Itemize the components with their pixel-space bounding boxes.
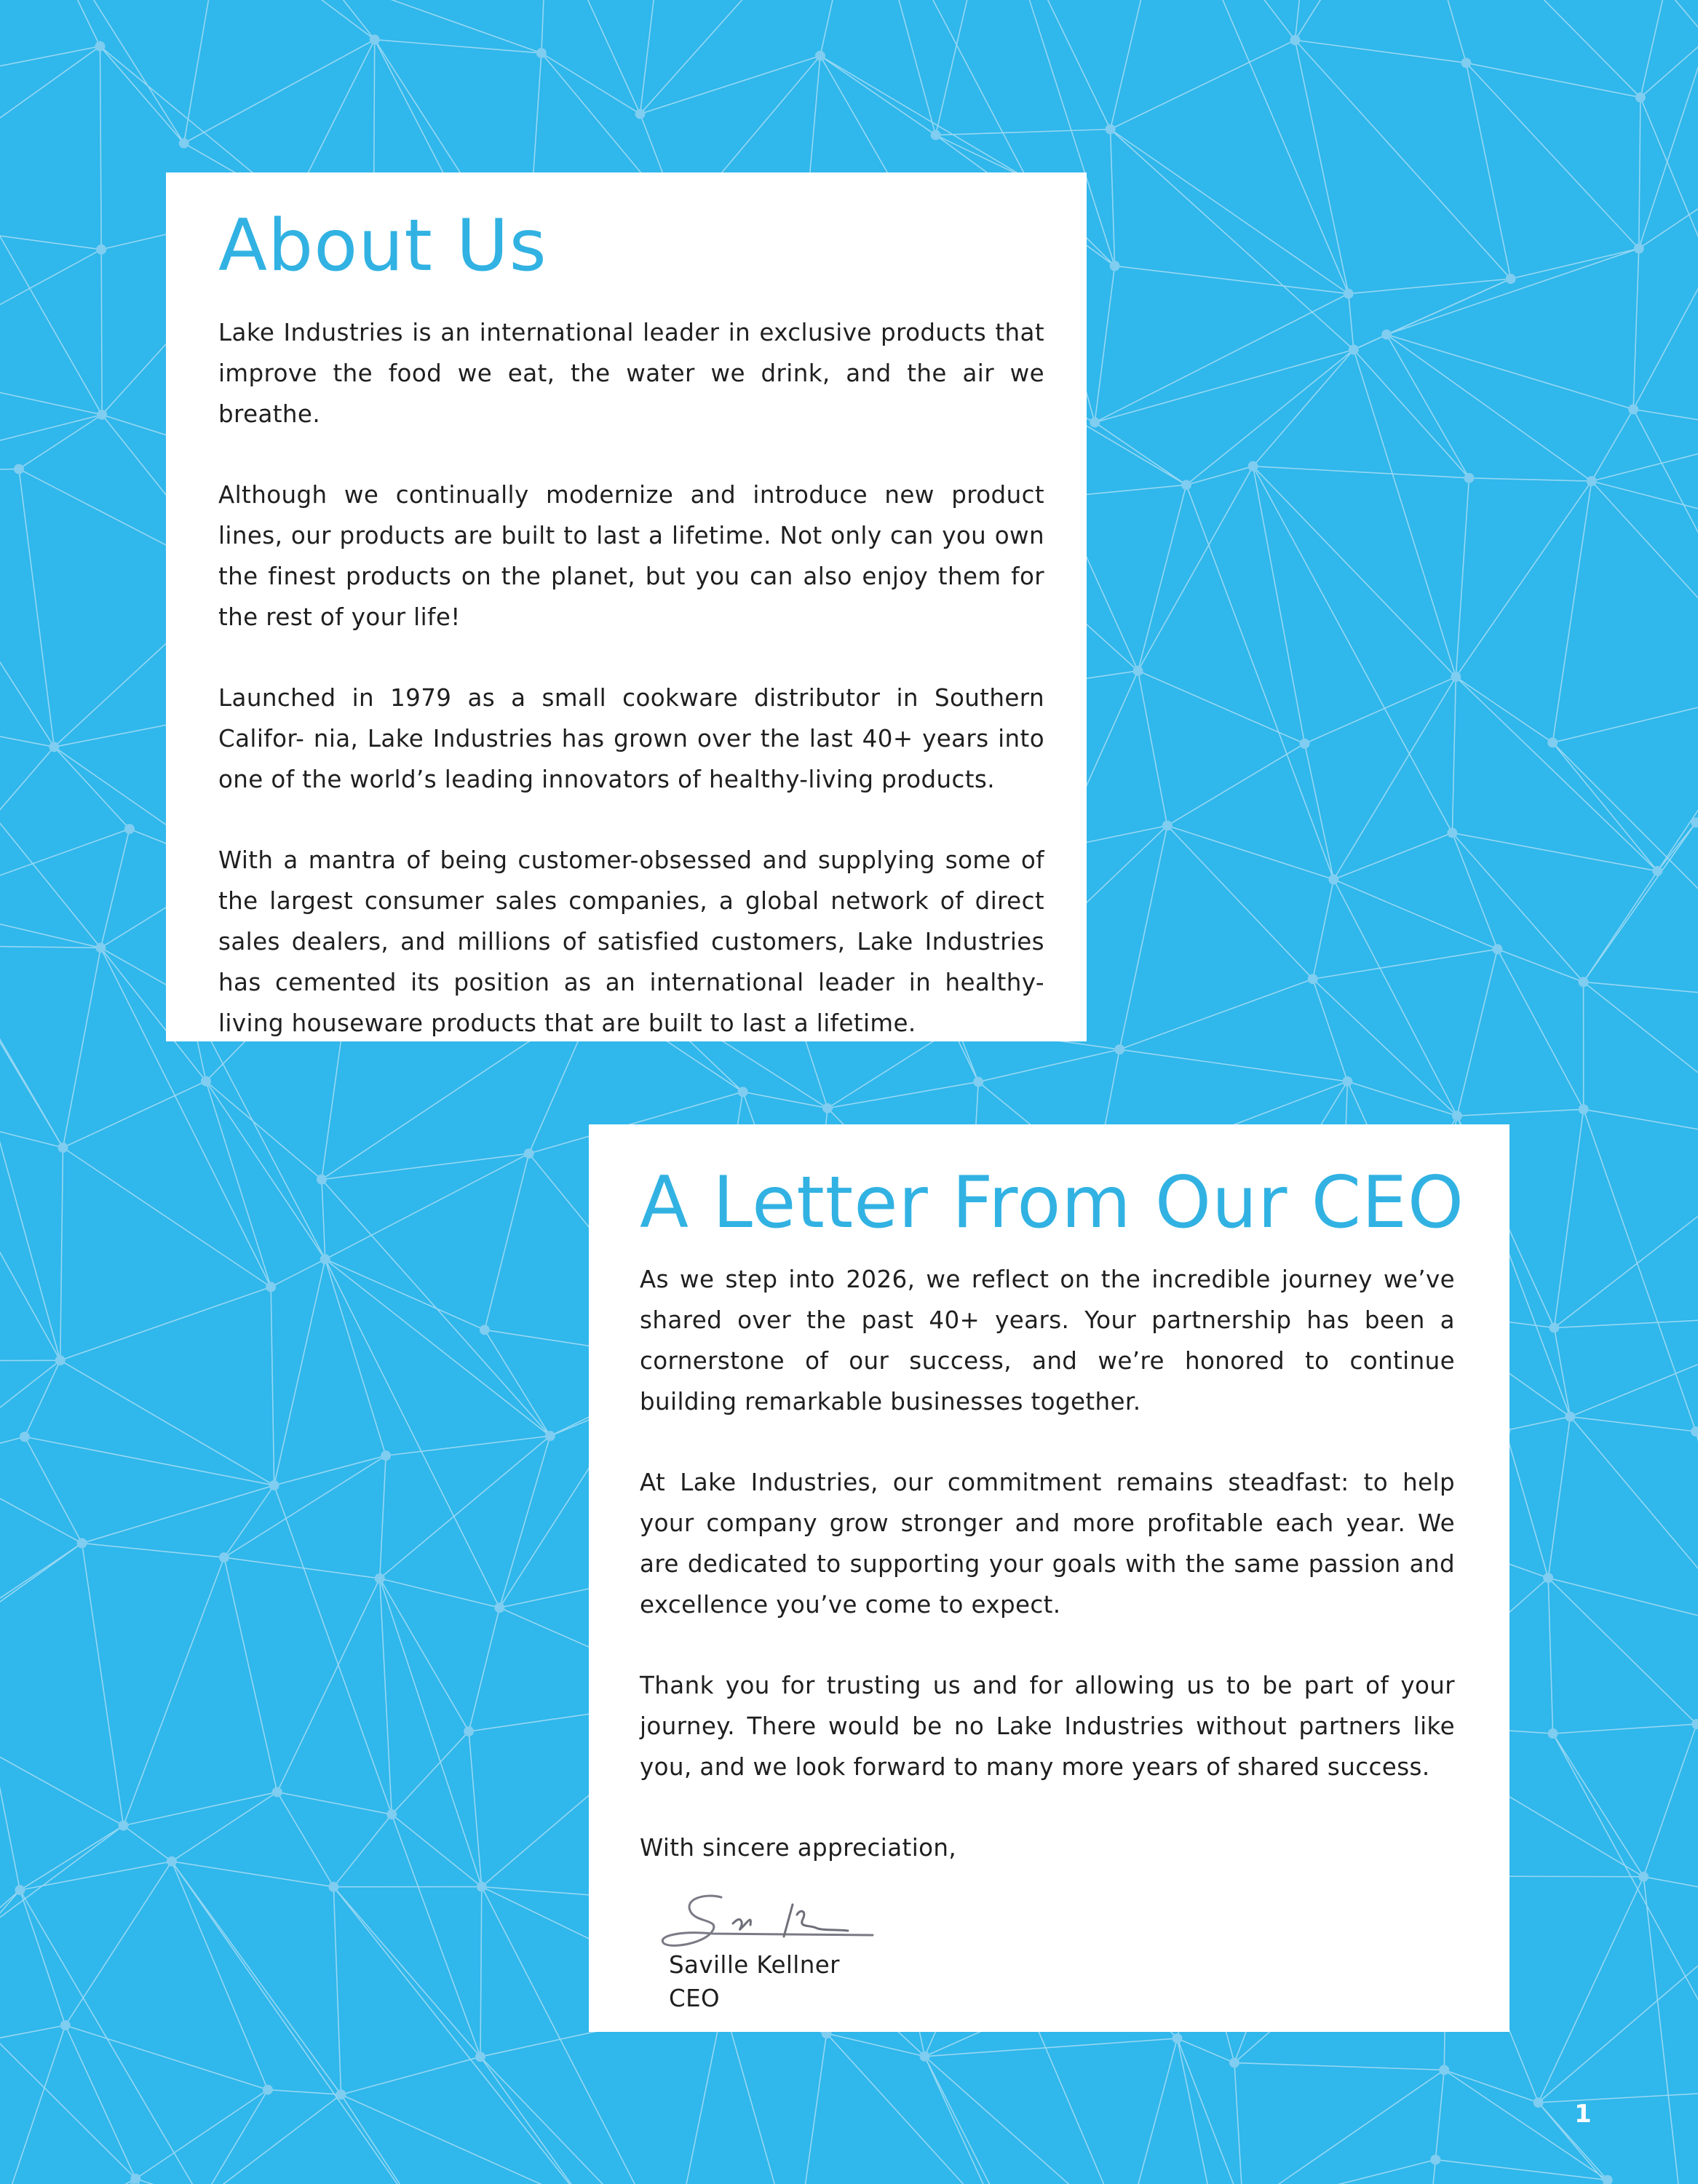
about-paragraph-1: Lake Industries is an international leader in exclusive products that improve the food we eat, the water we drink, and the air we breathe.	[218, 318, 1044, 428]
ceo-paragraph-1: As we step into 2026, we reflect on the incredible journey we’ve shared over the past 40+ years. Your partnership has been a cornerstone of our success, and we’re honored to continue building remarkable businesses together.	[640, 1265, 1455, 1415]
about-paragraph-2: Although we continually modernize and introduce new product lines, our products are built to last a lifetime. Not only can you own the finest products on the planet, but you can also enjoy them for the rest of your life!	[218, 480, 1044, 631]
ceo-letter-card	[589, 1124, 1509, 2032]
about-paragraph-4: With a mantra of being customer-obsessed and supplying some of the largest consumer sales companies, a global network of direct sales dealers, and millions of satisfied customers, Lake Industries has cemented its position as an international leader in healthy-living houseware products that are built to last a lifetime.	[218, 846, 1044, 1037]
about-us-card	[166, 172, 1087, 1041]
ceo-letter-title: A Letter From Our CEO	[640, 1162, 1465, 1244]
about-us-title: About Us	[218, 204, 547, 287]
signer-name: Saville Kellner	[669, 1950, 840, 1979]
letter-closing: With sincere appreciation,	[640, 1833, 957, 1862]
signer-title: CEO	[669, 1984, 721, 2012]
about-paragraph-3: Launched in 1979 as a small cookware distributor in Southern Califor- nia, Lake Industries has grown over the last 40+ years into one of the world’s leading innovators of healthy-living products.	[218, 683, 1044, 793]
ceo-paragraph-3: Thank you for trusting us and for allowing us to be part of your journey. There would be no Lake Industries without partners like you, and we look forward to many more years of shared success.	[640, 1671, 1455, 1781]
ceo-paragraph-2: At Lake Industries, our commitment remains steadfast: to help your company grow stronger and more profitable each year. We are dedicated to supporting your goals with the same passion and excellence you’ve come to expect.	[640, 1468, 1455, 1619]
page-number: 1	[1574, 2100, 1592, 2129]
